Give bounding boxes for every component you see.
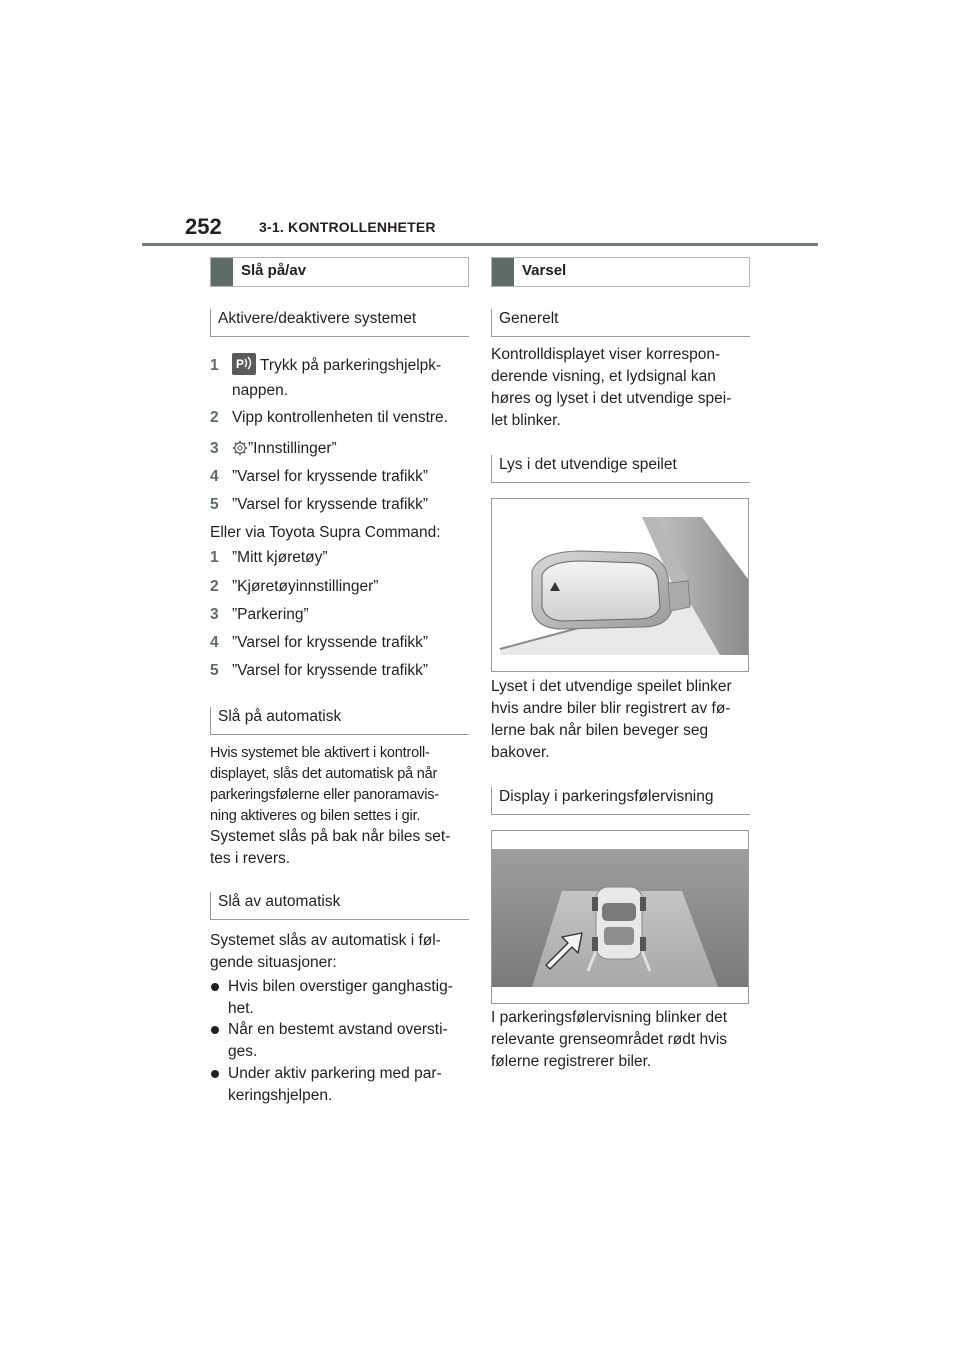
subheading-label: Display i parkeringsfølervisning <box>491 787 750 815</box>
text-line: bakover. <box>491 744 550 761</box>
subheading-auto-on <box>210 707 469 735</box>
box-heading-warning <box>491 257 750 287</box>
parking-view-illustration <box>491 830 749 1004</box>
step-number: 1 <box>210 357 219 374</box>
step-text: ”Parkering” <box>232 606 309 623</box>
subheading-label: Slå av automatisk <box>210 892 469 920</box>
or-via-text: Eller via Toyota Supra Command: <box>210 524 441 541</box>
step-a-2 <box>210 408 448 428</box>
box-heading-label: Varsel <box>522 262 567 279</box>
mirror-illustration <box>491 498 749 672</box>
text-line: følerne registrerer biler. <box>491 1053 652 1070</box>
text-line: ges. <box>228 1043 258 1060</box>
step-text: ”Varsel for kryssende trafikk” <box>232 468 429 485</box>
subheading-auto-off <box>210 892 469 920</box>
step-text: ”Varsel for kryssende trafikk” <box>232 634 429 651</box>
text-line: keringshjelpen. <box>228 1087 333 1104</box>
subheading-label: Slå på automatisk <box>210 707 469 735</box>
subheading-label: Generelt <box>491 309 750 337</box>
step-b-2 <box>210 577 378 597</box>
step-text: Vipp kontrollenheten til venstre. <box>232 409 448 426</box>
step-number: 5 <box>210 496 219 513</box>
display-paragraph <box>491 1007 756 1073</box>
step-text: ”Varsel for kryssende trafikk” <box>232 662 429 679</box>
step-a-3 <box>210 439 337 459</box>
text-line: Kontrolldisplayet viser korrespon- <box>491 346 721 363</box>
box-heading-label: Slå på/av <box>241 262 307 279</box>
step-text: ”Varsel for kryssende trafikk” <box>232 496 429 513</box>
step-number: 2 <box>210 578 219 595</box>
text-line: Systemet slås på bak når biles set- <box>210 828 451 845</box>
reverse-paragraph <box>210 826 472 870</box>
step-number: 4 <box>210 468 219 485</box>
side-mirror-image <box>492 499 748 671</box>
gear-icon <box>232 440 248 456</box>
general-paragraph <box>491 344 756 432</box>
parking-sensor-view-image <box>492 831 748 1003</box>
subheading-mirror <box>491 455 750 483</box>
subheading-label: Lys i det utvendige speilet <box>491 455 750 483</box>
section-title: 3-1. KONTROLLENHETER <box>259 219 436 235</box>
text-line: høres og lyset i det utvendige spei- <box>491 390 732 407</box>
step-text: ”Kjøretøyinnstillinger” <box>232 578 379 595</box>
text-line: derende visning, et lydsignal kan <box>491 368 716 385</box>
step-a-5 <box>210 495 428 515</box>
text-line: hvis andre biler blir registrert av fø- <box>491 700 731 717</box>
box-heading-on-off <box>210 257 469 287</box>
text-line: displayet, slås det automatisk på når <box>210 766 438 782</box>
step-a-4 <box>210 467 428 487</box>
text-line: Under aktiv parkering med par- <box>228 1065 442 1082</box>
step-b-3 <box>210 605 309 625</box>
step-number: 5 <box>210 662 219 679</box>
list-item <box>211 1019 473 1063</box>
step-number: 3 <box>210 440 219 457</box>
step-text: Trykk på parkeringshjelpk- <box>256 357 442 374</box>
text-line: Hvis systemet ble aktivert i kontroll- <box>210 745 430 761</box>
step-b-5 <box>210 661 428 681</box>
list-item <box>211 976 473 1020</box>
mirror-paragraph <box>491 676 756 764</box>
svg-text:P: P <box>236 357 245 371</box>
text-line: let blinker. <box>491 412 561 429</box>
text-line: Når en bestemt avstand oversti- <box>228 1021 448 1038</box>
subheading-activate <box>210 309 469 337</box>
text-line: I parkeringsfølervisning blinker det <box>491 1009 728 1026</box>
text-line: parkeringsfølerne eller panoramavis- <box>210 787 439 803</box>
text-line: Systemet slås av automatisk i føl- <box>210 932 441 949</box>
step-text: ”Mitt kjøretøy” <box>232 549 328 566</box>
subheading-general <box>491 309 750 337</box>
step-b-1 <box>210 548 328 568</box>
step-number: 3 <box>210 606 219 623</box>
step-number: 1 <box>210 549 219 566</box>
auto-off-paragraph <box>210 930 472 974</box>
step-a-1-cont: nappen. <box>232 382 289 399</box>
heading-tab <box>492 258 514 286</box>
step-b-4 <box>210 633 428 653</box>
auto-on-paragraph <box>210 743 472 827</box>
step-number: 4 <box>210 634 219 651</box>
text-line: relevante grenseområdet rødt hvis <box>491 1031 728 1048</box>
step-a-1 <box>210 353 470 376</box>
subheading-display <box>491 787 750 815</box>
text-line: Lyset i det utvendige speilet blinker <box>491 678 732 695</box>
bullet-dot <box>211 983 219 991</box>
subheading-label: Aktivere/deaktivere systemet <box>210 309 469 337</box>
step-text: ”Innstillinger” <box>248 440 337 457</box>
parking-sensor-icon <box>232 353 256 375</box>
list-item <box>211 1063 473 1107</box>
text-line: lerne bak når bilen beveger seg <box>491 722 709 739</box>
text-line: het. <box>228 1000 254 1017</box>
step-number: 2 <box>210 409 219 426</box>
page-number: 252 <box>185 214 222 239</box>
text-line: gende situasjoner: <box>210 954 337 971</box>
text-line: tes i revers. <box>210 850 291 867</box>
text-line: Hvis bilen overstiger ganghastig- <box>228 978 453 995</box>
header-rule <box>142 243 818 246</box>
bullet-dot <box>211 1026 219 1034</box>
bullet-dot <box>211 1070 219 1078</box>
text-line: ning aktiveres og bilen settes i gir. <box>210 808 421 824</box>
heading-tab <box>211 258 233 286</box>
